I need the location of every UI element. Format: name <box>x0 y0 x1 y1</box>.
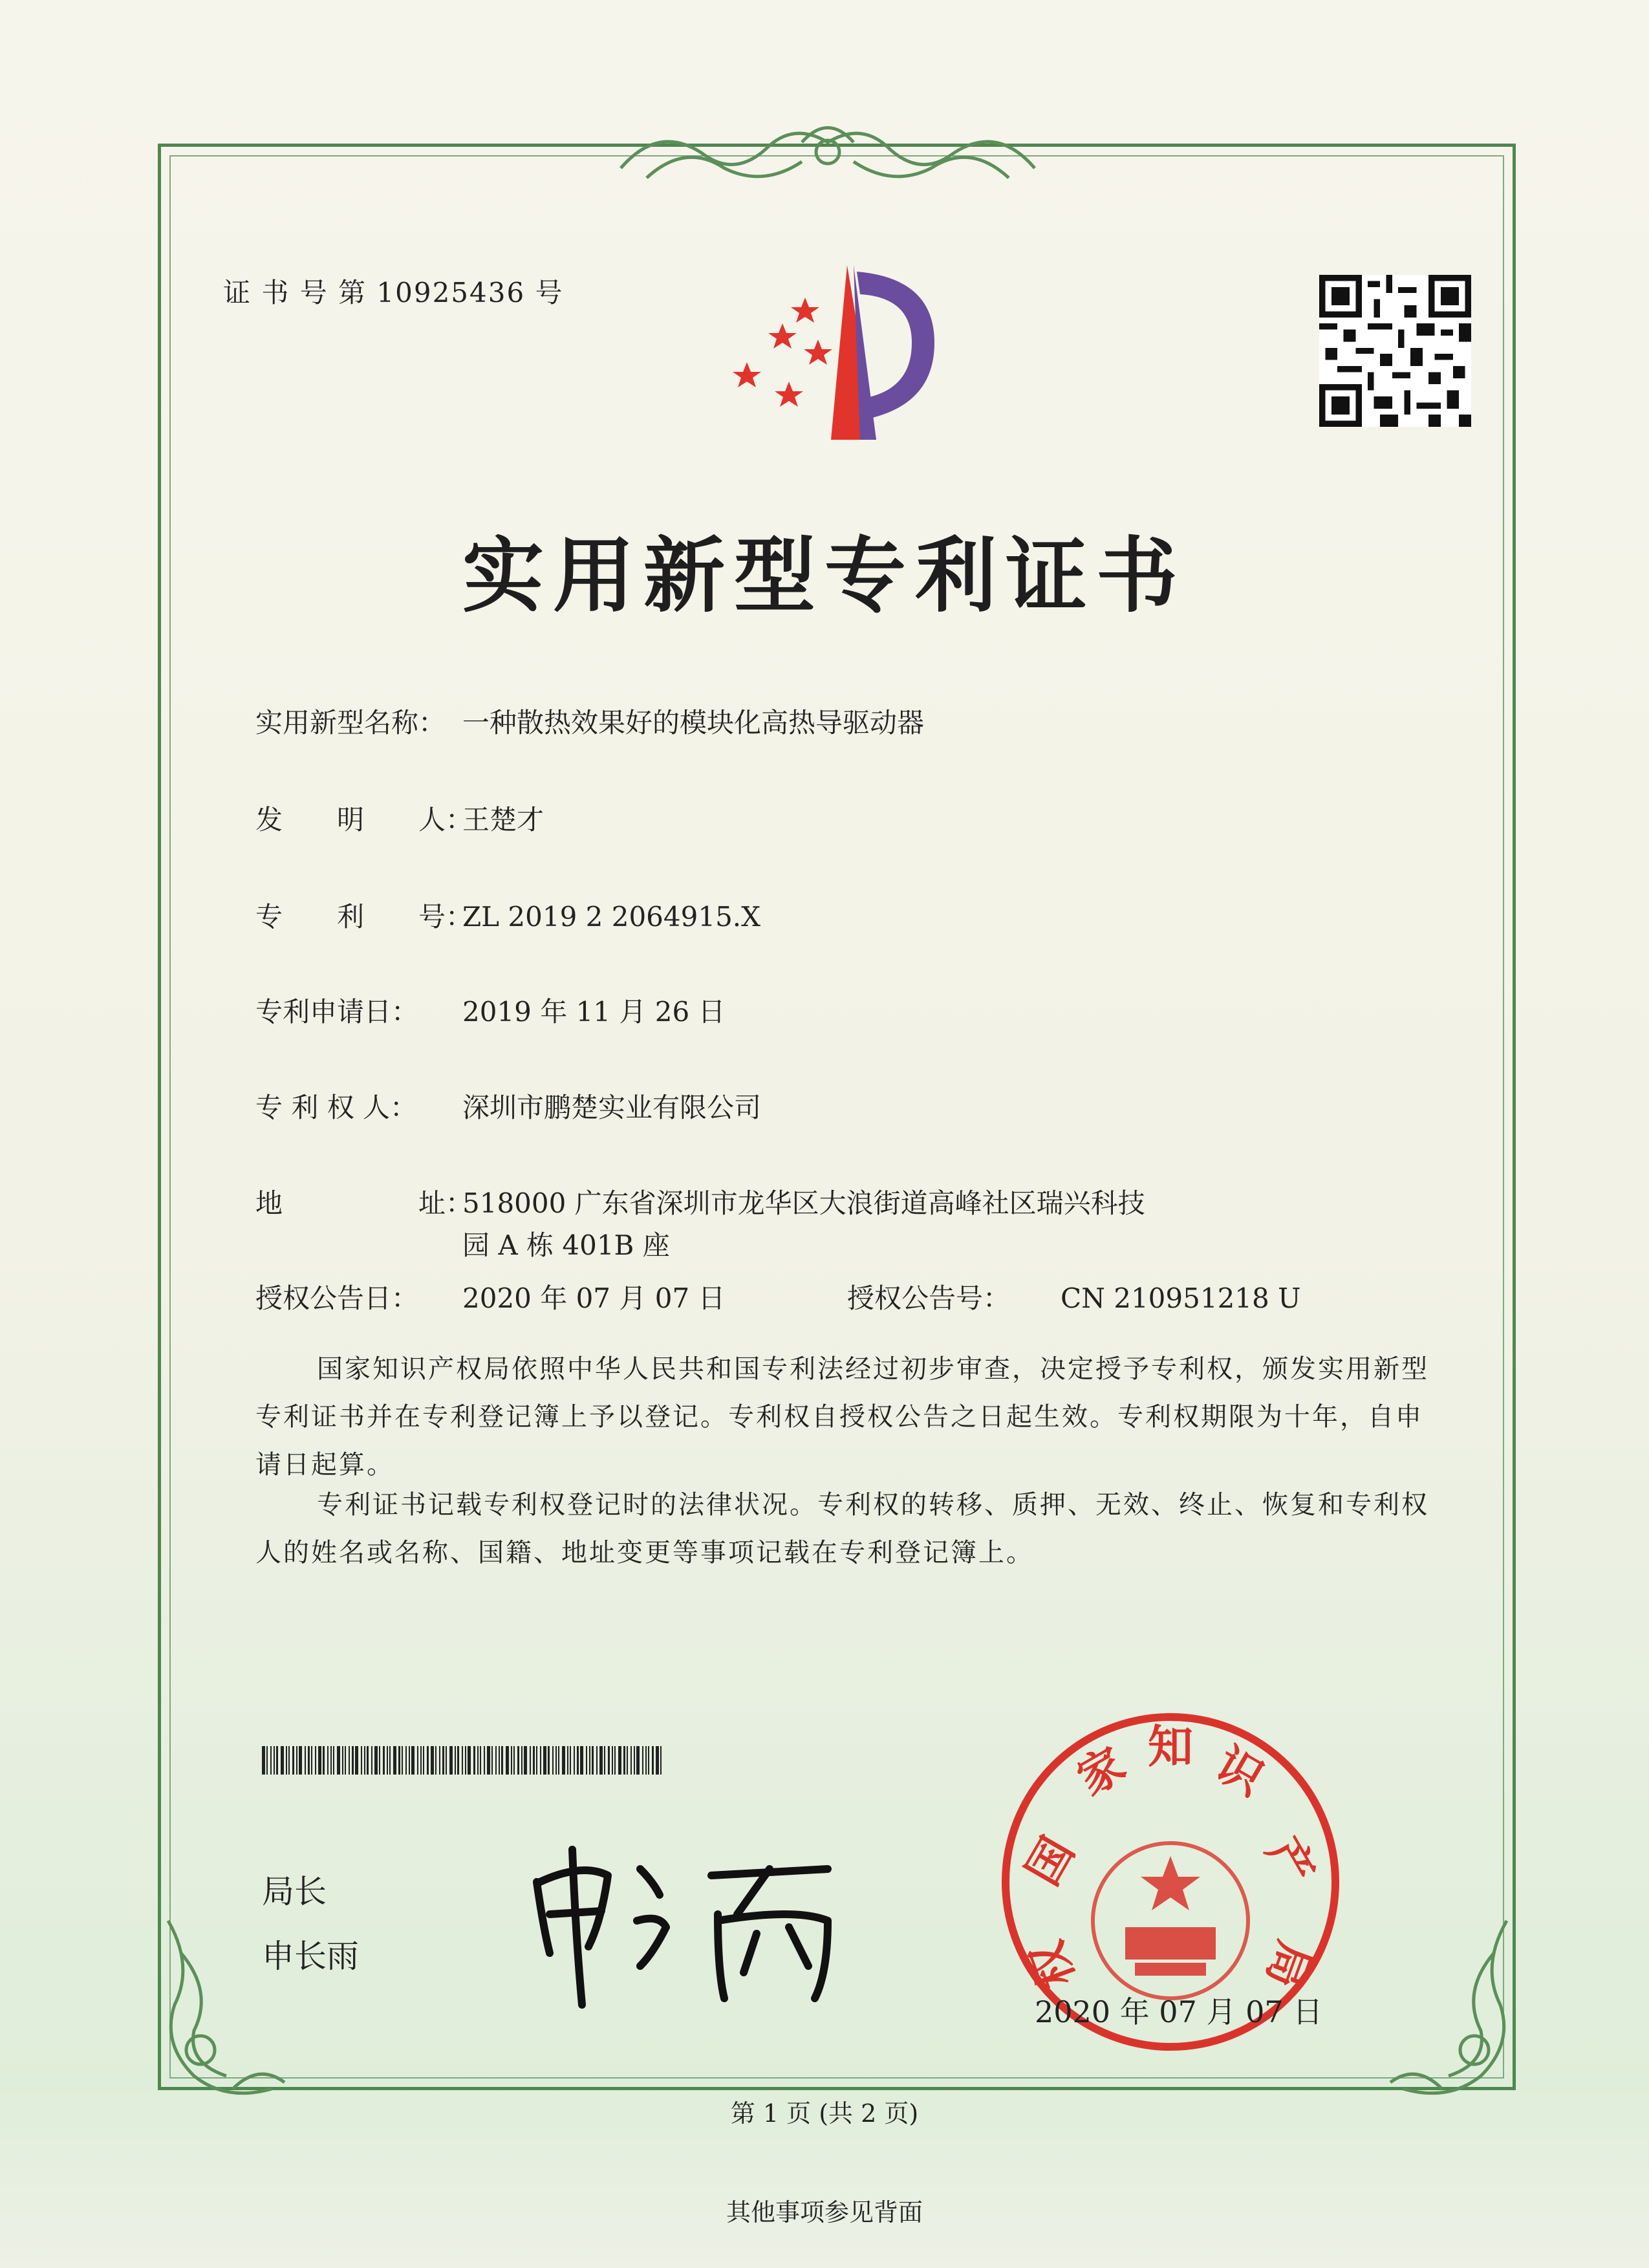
barcode-bar <box>477 1746 479 1775</box>
barcode-bar <box>465 1746 466 1775</box>
top-ornament <box>608 116 1048 188</box>
director-title: 局长 <box>262 1873 327 1910</box>
barcode-bar <box>642 1746 643 1775</box>
barcode-bar <box>296 1746 297 1775</box>
field-label: 实用新型名称： <box>255 707 446 739</box>
barcode-bar <box>337 1746 340 1775</box>
barcode-bar <box>288 1746 290 1775</box>
field-value: 一种散热效果好的模块化高热导驱动器 <box>462 707 925 739</box>
paragraph-legal-status: 专利证书记载专利权登记时的法律状况。专利权的转移、质押、无效、终止、恢复和专利权人的姓名或名称、国籍、地址变更等事项记载在专利登记簿上。 <box>255 1490 1429 1568</box>
barcode-bar <box>592 1746 594 1775</box>
barcode-bar <box>596 1746 598 1775</box>
barcode-bar <box>318 1746 321 1775</box>
barcode-bar <box>645 1746 647 1775</box>
field-label: 授权公告号： <box>847 1282 1011 1314</box>
seal-char: 知 <box>1148 1720 1193 1773</box>
barcode-bar <box>462 1746 463 1775</box>
barcode-bar <box>555 1746 557 1775</box>
barcode-bar <box>495 1746 497 1775</box>
barcode-bar <box>511 1746 512 1775</box>
field-address <box>255 1182 1145 1221</box>
barcode-bar <box>281 1746 284 1775</box>
barcode-bar <box>389 1746 391 1775</box>
barcode-bar <box>262 1746 265 1775</box>
field-label: 地 址： <box>255 1187 473 1219</box>
seal-char: 权 <box>1019 1934 1085 1996</box>
barcode-bar <box>274 1746 275 1775</box>
barcode-bar <box>417 1746 418 1775</box>
field-value: CN 210951218 U <box>1061 1282 1301 1314</box>
certificate-title: 实用新型专利证书 <box>462 528 1187 623</box>
barcode-bar <box>521 1746 523 1775</box>
barcode-bar <box>349 1746 350 1775</box>
barcode-bar <box>457 1746 459 1775</box>
barcode-bar <box>623 1746 625 1775</box>
barcode-bar <box>327 1746 329 1775</box>
barcode-bar <box>634 1746 635 1775</box>
barcode-bar <box>552 1746 554 1775</box>
barcode-bar <box>468 1746 471 1775</box>
seal-char: 产 <box>1256 1828 1325 1894</box>
barcode-bar <box>567 1746 568 1775</box>
barcode-bar <box>411 1746 415 1775</box>
barcode-bar <box>364 1746 365 1775</box>
barcode-bar <box>423 1746 424 1775</box>
qr-code <box>1319 275 1471 427</box>
barcode-bar <box>570 1746 571 1775</box>
field-value: 深圳市鹏楚实业有限公司 <box>462 1092 762 1123</box>
barcode-bar <box>580 1746 583 1775</box>
barcode-bar <box>393 1746 396 1775</box>
certificate-number: 证 书 号 第 10925436 号 <box>223 277 564 308</box>
barcode-bar <box>548 1746 550 1775</box>
barcode-bar <box>374 1746 378 1775</box>
barcode-bar <box>352 1746 354 1775</box>
field-inventor <box>255 799 544 837</box>
barcode-bar <box>648 1746 649 1775</box>
seal-date: 2020 年 07 月 07 日 <box>1035 1994 1323 2029</box>
barcode-bar <box>420 1746 422 1775</box>
barcode-bar <box>409 1746 410 1775</box>
barcode-bar <box>612 1746 613 1775</box>
field-label: 专利申请日： <box>255 996 419 1028</box>
seal-char: 国 <box>1016 1828 1085 1894</box>
barcode-bar <box>431 1746 434 1775</box>
barcode-bar <box>660 1746 662 1775</box>
patent-office-logo <box>721 259 967 453</box>
director-name: 申长雨 <box>262 1938 359 1975</box>
barcode-bar <box>345 1746 346 1775</box>
barcode-bar <box>618 1746 621 1775</box>
barcode-bar <box>330 1746 332 1775</box>
barcode-bar <box>574 1746 575 1775</box>
barcode-bar <box>533 1746 535 1775</box>
barcode-bar <box>614 1746 616 1775</box>
barcode-bar <box>355 1746 358 1775</box>
barcode-bar <box>513 1746 515 1775</box>
barcode-bar <box>308 1746 310 1775</box>
barcode-bar <box>540 1746 541 1775</box>
field-value: ZL 2019 2 2064915.X <box>462 901 761 933</box>
barcode-bar <box>305 1746 306 1775</box>
field-value-line2: 园 A 栋 401B 座 <box>462 1229 670 1261</box>
page-number: 第 1 页 (共 2 页) <box>730 2099 919 2128</box>
barcode-bar <box>604 1746 605 1775</box>
barcode-bar <box>473 1746 475 1775</box>
barcode-bar <box>427 1746 429 1775</box>
barcode-bar <box>398 1746 400 1775</box>
footer-note: 其他事项参见背面 <box>726 2198 923 2227</box>
field-value-line1: 518000 广东省深圳市龙华区大浪街道高峰社区瑞兴科技 <box>462 1187 1145 1219</box>
barcode-bar <box>656 1746 659 1775</box>
field-address-line2 <box>462 1224 670 1263</box>
barcode-bar <box>599 1746 603 1775</box>
field-grant-number <box>847 1277 1300 1316</box>
field-patent-number <box>255 896 760 934</box>
barcode-bar <box>491 1746 493 1775</box>
barcode-bar <box>383 1746 385 1775</box>
barcode-bar <box>276 1746 278 1775</box>
barcode-bar <box>499 1746 500 1775</box>
barcode-bar <box>530 1746 531 1775</box>
barcode-bar <box>501 1746 503 1775</box>
field-utility-model-name <box>255 702 924 740</box>
seal-char: 家 <box>1068 1737 1134 1806</box>
barcode-bar <box>536 1746 537 1775</box>
director-signature <box>524 1824 860 2018</box>
barcode-bar <box>558 1746 559 1775</box>
field-label: 发 明 人： <box>255 804 473 836</box>
field-filing-date <box>255 991 726 1030</box>
barcode-bar <box>627 1746 628 1775</box>
field-patentee <box>255 1086 761 1125</box>
barcode-bar <box>405 1746 407 1775</box>
barcode-bar <box>367 1746 369 1775</box>
barcode-bar <box>484 1746 485 1775</box>
barcode-bar <box>270 1746 272 1775</box>
barcode-bar <box>402 1746 403 1775</box>
barcode-bar <box>630 1746 632 1775</box>
field-grant-date <box>255 1277 726 1316</box>
barcode-bar <box>524 1746 527 1775</box>
barcode-bar <box>636 1746 640 1775</box>
field-label: 授权公告日： <box>255 1282 419 1314</box>
barcode-bar <box>455 1746 456 1775</box>
barcode-bar <box>299 1746 302 1775</box>
barcode-bar <box>292 1746 294 1775</box>
barcode-bar <box>323 1746 325 1775</box>
barcode-bar <box>487 1746 490 1775</box>
paragraph-grant-statement: 国家知识产权局依照中华人民共和国专利法经过初步审查，决定授予专利权，颁发实用新型专利证书并在专利登记簿上予以登记。专利权自授权公告之日起生效。专利权期限为十年，自申请日起算。 <box>255 1354 1429 1480</box>
barcode <box>262 1746 663 1775</box>
barcode-bar <box>480 1746 481 1775</box>
barcode-bar <box>446 1746 447 1775</box>
barcode-bar <box>449 1746 453 1775</box>
seal-char: 识 <box>1207 1737 1273 1806</box>
bottom-right-ornament <box>1364 1914 1520 2108</box>
barcode-bar <box>286 1746 287 1775</box>
barcode-bar <box>311 1746 312 1775</box>
barcode-bar <box>543 1746 546 1775</box>
barcode-bar <box>562 1746 565 1775</box>
barcode-bar <box>652 1746 654 1775</box>
barcode-bar <box>266 1746 268 1775</box>
barcode-bar <box>517 1746 519 1775</box>
barcode-bar <box>577 1746 579 1775</box>
barcode-bar <box>442 1746 444 1775</box>
barcode-bar <box>342 1746 343 1775</box>
barcode-bar <box>506 1746 509 1775</box>
barcode-bar <box>361 1746 362 1775</box>
barcode-bar <box>387 1746 388 1775</box>
field-label: 专 利 号： <box>255 901 473 933</box>
barcode-bar <box>333 1746 334 1775</box>
field-label: 专 利 权 人： <box>255 1092 418 1123</box>
barcode-bar <box>439 1746 440 1775</box>
seal-char: 局 <box>1256 1934 1322 1996</box>
barcode-bar <box>315 1746 316 1775</box>
barcode-bar <box>371 1746 372 1775</box>
field-value: 2019 年 11 月 26 日 <box>462 996 726 1028</box>
barcode-bar <box>435 1746 436 1775</box>
barcode-bar <box>589 1746 590 1775</box>
barcode-bar <box>608 1746 610 1775</box>
barcode-bar <box>586 1746 587 1775</box>
field-value: 2020 年 07 月 07 日 <box>462 1282 726 1314</box>
barcode-bar <box>379 1746 380 1775</box>
field-value: 王楚才 <box>462 804 544 836</box>
